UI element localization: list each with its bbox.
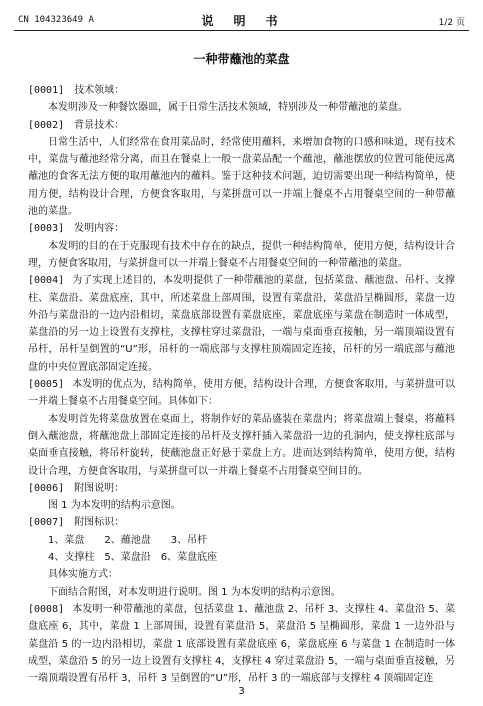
paragraph-number: [0003] xyxy=(28,223,65,235)
paragraph-0001-body: 本发明涉及一种餐饮器皿，属于日常生活技术领域，特别涉及一种带蘸池的菜盘。 xyxy=(48,102,408,114)
section-label: 背景技术： xyxy=(74,119,125,131)
paragraph-0005 xyxy=(28,376,455,411)
document-id: CN 104323649 A xyxy=(18,15,94,25)
reference-list-line-2: 4、支撑柱 5、菜盘沿 6、菜盘底座 xyxy=(48,552,218,564)
paragraph-0004 xyxy=(28,272,455,376)
paragraph-0001-heading xyxy=(28,82,455,99)
paragraph-0006-heading xyxy=(28,480,455,497)
embodiment-intro: 下面结合附图，对本发明进行说明。图 1 为本发明的结构示意图。 xyxy=(48,586,341,598)
paragraph-number: [0005] xyxy=(28,379,65,391)
paragraph-text: 本发明的优点为，结构简单，使用方便，结构设计合理，方便食客取用，与菜拼盘可以一并端上餐桌不占用餐桌空间。具体如下： xyxy=(28,379,455,408)
paragraph-text: 本发明一种带蘸池的菜盘，包括菜盘 1、蘸池盘 2、吊杆 3、支撑柱 4、菜盘沿 5、菜盘底座 6，其中，菜盘 1 上部周围，设置有菜盘沿 5，菜盘沿 5 呈椭圆形，菜盘 1 一边外沿与菜盘沿 5 的一边内沿相切，菜盘 1 底部设置有菜盘底座 6，菜盘底座 6 与菜盘 1 在制造时一体成型，菜盘沿 5 的另一边上设置有支撑柱 4，支撑柱 4 穿过菜盘沿 5，一端与桌面垂直接触，另一端顶端设置有吊杆 3，吊杆 3 呈倒置的“U”形，吊杆 3 的一端底部与支撑柱 4 顶端固定连 xyxy=(28,603,455,685)
paragraph-text: 为了实现上述目的，本发明提供了一种带蘸池的菜盘，包括菜盘、蘸池盘、吊杆、支撑柱、菜盘沿、菜盘底座，其中，所述菜盘上部周围，设置有菜盘沿，菜盘沿呈椭圆形，菜盘一边外沿与菜盘沿的一边内沿相切，菜盘底部设置有菜盘底座，菜盘底座与菜盘在制造时一体成型，菜盘沿的另一边上设置有支撑柱，支撑柱穿过菜盘沿，一端与桌面垂直接触，另一端顶端设置有吊杆，吊杆呈倒置的“U”形，吊杆的一端底部与支撑柱顶端固定连接，吊杆的另一端底部与蘸池盘的中央位置底部固定连接。 xyxy=(28,275,455,373)
page-reference: 1/2 页 xyxy=(438,18,465,28)
paragraph-0007-heading xyxy=(28,514,455,531)
paragraph-number: [0007] xyxy=(28,517,65,529)
section-label: 技术领域： xyxy=(74,85,125,96)
page-header xyxy=(14,8,469,31)
paragraph-number: [0001] xyxy=(28,85,65,96)
paragraph-0005-continued: 本发明首先将菜盘放置在桌面上，将制作好的菜品盛装在菜盘内；将菜盘端上餐桌，将蘸料倒入蘸池盘，将蘸池盘上部固定连接的吊杆及支撑杆插入菜盘沿一边的孔洞内，使支撑柱底部与桌面垂直接触，将吊杆旋转，使蘸池盘正好悬于菜盘上方。进而达到结构简单，使用方便，结构设计合理，方便食客取用，与菜拼盘可以一并端上餐桌不占用餐桌空间目的。 xyxy=(28,413,455,477)
page-number: 3 xyxy=(238,686,245,697)
paragraph-number: [0004] xyxy=(28,275,65,287)
paragraph-0002-heading xyxy=(28,117,455,134)
paragraph-0008 xyxy=(28,601,455,687)
section-label: 附图标识： xyxy=(74,517,125,529)
paragraph-0003-body: 本发明的目的在于克服现有技术中存在的缺点，提供一种结构简单，使用方便，结构设计合理，方便食客取用，与菜拼盘可以一并端上餐桌不占用餐桌空间的一种带蘸池的菜盘。 xyxy=(28,240,455,269)
paragraph-number: [0002] xyxy=(28,119,65,131)
paragraph-0003-heading xyxy=(28,220,455,237)
document-title: 一种带蘸池的菜盘 xyxy=(193,52,290,66)
paragraph-0002-body: 日常生活中，人们经常在食用菜品时，经常使用蘸料，来增加食物的口感和味道，现有技术中，菜盘与蘸池经常分离，而且在餐桌上一般一盘菜品配一个蘸池，蘸池摆放的位置可能使远离蘸池的食客无法方便的取用蘸池内的蘸料。鉴于这种技术问题，迫切需要出现一种结构简单，使用方便，结构设计合理，方便食客取用，与菜拼盘可以一并端上餐桌不占用餐桌空间的一种带蘸池的菜盘。 xyxy=(28,136,455,218)
section-label: 附图说明： xyxy=(74,482,125,494)
document-body xyxy=(28,82,455,687)
paragraph-number: [0006] xyxy=(28,482,65,494)
section-label: 发明内容： xyxy=(74,223,125,235)
embodiment-heading: 具体实施方式： xyxy=(48,569,118,581)
paragraph-number: [0008] xyxy=(28,603,65,615)
reference-list-line-1: 1、菜盘 2、蘸池盘 3、吊杆 xyxy=(48,534,208,546)
paragraph-0006-body: 图 1 为本发明的结构示意图。 xyxy=(48,500,181,512)
section-title: 说 明 书 xyxy=(201,14,282,28)
